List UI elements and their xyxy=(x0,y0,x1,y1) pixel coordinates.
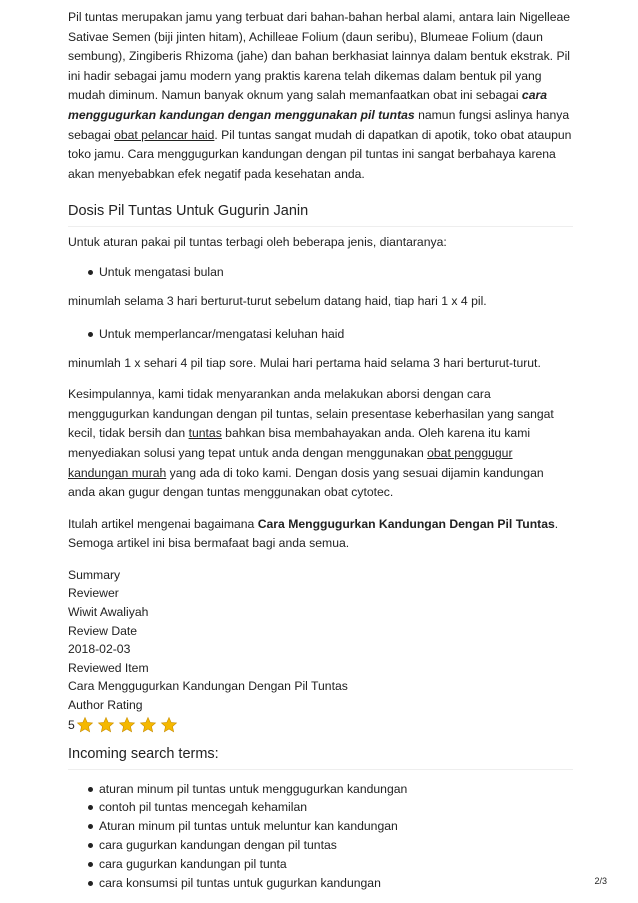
dosis-instruction-2: minumlah 1 x sehari 4 pil tiap sore. Mulai hari pertama haid selama 3 hari berturut-turut. xyxy=(68,355,541,370)
star-icon xyxy=(118,716,136,734)
star-icon xyxy=(97,716,115,734)
article-body xyxy=(68,8,573,892)
text-segment: . Semoga artikel ini bisa bermafaat bagi anda semua. xyxy=(68,516,559,551)
search-terms-list xyxy=(68,780,573,893)
summary-label: Summary xyxy=(68,567,121,582)
dosis-list-2 xyxy=(68,325,573,344)
emphasis-text: cara menggugurkan kandungan dengan menggunakan pil tuntas xyxy=(68,88,547,122)
reviewed-item-label: Reviewed Item xyxy=(68,660,149,675)
text-segment: Kesimpulannya, kami tidak menyarankan anda melakukan aborsi dengan cara menggugurkan kandungan dengan pil tuntas, selain presentase keberhasilan yang sangat kecil, tidak bersih dan xyxy=(68,387,554,441)
reviewer-name: Wiwit Awaliyah xyxy=(68,605,149,620)
search-term-item: aturan minum pil tuntas untuk menggugurkan kandungan xyxy=(68,780,573,799)
text-segment: bahkan bisa membahayakan anda. Oleh karena itu kami menyediakan solusi yang tepat untuk anda dengan menggunakan xyxy=(68,426,531,460)
list-item: Untuk mengatasi bulan xyxy=(68,263,573,282)
star-icon xyxy=(139,716,157,734)
text-segment: Pil tuntas merupakan jamu yang terbuat dari bahan-bahan herbal alami, antara lain Nigelleae Sativae Semen (biji jinten hitam), Achilleae Folium (daun seribu), Blumeae Folium (daun sembung), Zingiberis Rhizoma (jahe) dan bahan berkhasiat lainnya dalam bentuk ekstrak. Pil ini hadir sebagai jamu modern yang praktis karena telah dikemas dalam bentuk pil yang mudah diminum. Namun banyak oknum yang salah memanfaatkan obat ini sebagai xyxy=(68,10,571,103)
link-obat-penggugur[interactable]: obat penggugur kandungan murah xyxy=(68,445,513,480)
search-terms-heading: Incoming search terms: xyxy=(68,745,573,770)
rating-stars xyxy=(76,716,178,734)
dosis-intro: Untuk aturan pakai pil tuntas terbagi oleh beberapa jenis, diantaranya: xyxy=(68,235,447,250)
star-icon xyxy=(160,716,178,734)
search-term-item: contoh pil tuntas mencegah kehamilan xyxy=(68,798,573,817)
search-term-item: cara konsumsi pil tuntas untuk gugurkan kandungan xyxy=(68,874,573,893)
dosis-instruction-1: minumlah selama 3 hari berturut-turut sebelum datang haid, tiap hari 1 x 4 pil. xyxy=(68,293,487,308)
star-icon xyxy=(76,716,94,734)
closing-paragraph xyxy=(68,515,573,554)
intro-paragraph xyxy=(68,8,573,184)
review-date-label: Review Date xyxy=(68,623,138,638)
section-heading-dosis: Dosis Pil Tuntas Untuk Gugurin Janin xyxy=(68,202,573,227)
review-summary xyxy=(68,566,573,735)
rating-value: 5 xyxy=(68,717,75,732)
list-item: Untuk memperlancar/mengatasi keluhan haid xyxy=(68,325,573,344)
text-segment: Itulah artikel mengenai bagaimana xyxy=(68,516,258,531)
dosis-list-1 xyxy=(68,263,573,282)
bold-title: Cara Menggugurkan Kandungan Dengan Pil Tuntas xyxy=(257,516,555,531)
rating-row xyxy=(68,715,573,735)
search-term-item: Aturan minum pil tuntas untuk meluntur kan kandungan xyxy=(68,817,573,836)
text-segment: namun fungsi aslinya hanya sebagai xyxy=(68,107,570,142)
page-number: 2/3 xyxy=(594,876,607,886)
search-term-item: cara gugurkan kandungan dengan pil tuntas xyxy=(68,836,573,855)
conclusion-paragraph xyxy=(68,385,573,503)
review-date: 2018-02-03 xyxy=(68,642,131,657)
reviewer-label: Reviewer xyxy=(68,586,119,601)
search-term-item: cara gugurkan kandungan pil tunta xyxy=(68,855,573,874)
link-tuntas[interactable]: tuntas xyxy=(188,426,222,441)
link-obat-pelancar-haid[interactable]: obat pelancar haid xyxy=(114,127,215,142)
text-segment: yang ada di toko kami. Dengan dosis yang sesuai dijamin kandungan anda akan gugur dengan tuntas menggunakan obat cytotec. xyxy=(68,465,544,500)
reviewed-item: Cara Menggugurkan Kandungan Dengan Pil Tuntas xyxy=(68,679,348,694)
text-segment: . Pil tuntas sangat mudah di dapatkan di apotik, toko obat ataupun toko jamu. Cara menggugurkan kandungan dengan pil tuntas ini sangat berbahaya karena akan menyebabkan efek negatif pada kesehatan anda. xyxy=(68,127,572,181)
author-rating-label: Author Rating xyxy=(68,698,143,713)
